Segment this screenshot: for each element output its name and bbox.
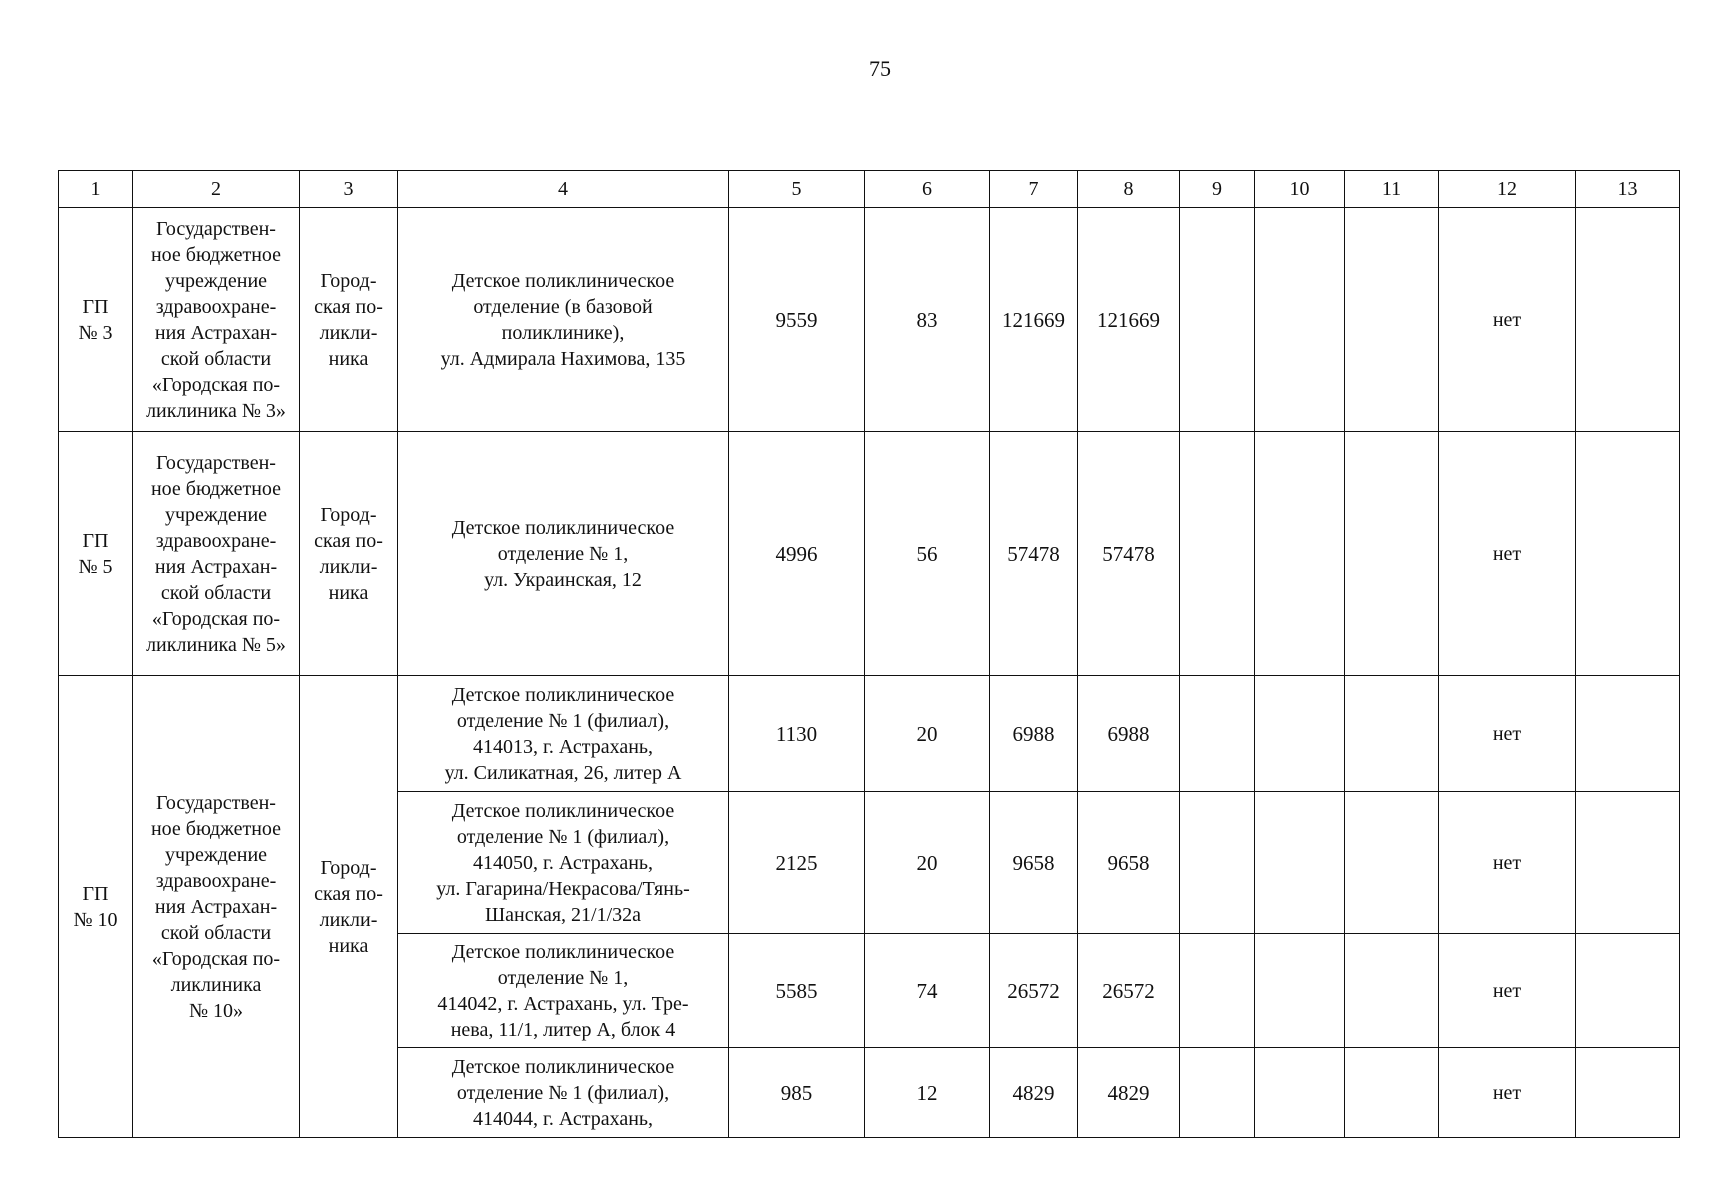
cell-col10 <box>1255 934 1345 1048</box>
cell-col5: 2125 <box>729 792 865 934</box>
cell-col12: нет <box>1439 934 1576 1048</box>
cell-col12: нет <box>1439 432 1576 676</box>
column-header: 9 <box>1180 171 1255 208</box>
data-table <box>58 170 1680 1138</box>
cell-col5: 4996 <box>729 432 865 676</box>
cell-col9 <box>1180 792 1255 934</box>
column-header: 2 <box>133 171 300 208</box>
cell-col5: 5585 <box>729 934 865 1048</box>
cell-col6: 20 <box>865 792 990 934</box>
cell-col11 <box>1345 792 1439 934</box>
unit-address: Детское поликлиническое отделение № 1, ул. Украинская, 12 <box>398 432 729 676</box>
institution-name: Государствен- ное бюджетное учреждение здравоохране- ния Астрахан- ской области «Городская по- ликлиника № 5» <box>133 432 300 676</box>
cell-col8: 121669 <box>1078 208 1180 432</box>
institution-type: Город- ская по- ликли- ника <box>300 432 398 676</box>
column-header: 11 <box>1345 171 1439 208</box>
cell-col12: нет <box>1439 208 1576 432</box>
cell-col9 <box>1180 676 1255 792</box>
column-header: 7 <box>990 171 1078 208</box>
cell-col13 <box>1576 676 1680 792</box>
column-header: 8 <box>1078 171 1180 208</box>
cell-col8: 26572 <box>1078 934 1180 1048</box>
cell-col10 <box>1255 676 1345 792</box>
cell-col11 <box>1345 676 1439 792</box>
cell-col13 <box>1576 432 1680 676</box>
cell-col9 <box>1180 934 1255 1048</box>
cell-col11 <box>1345 1048 1439 1138</box>
cell-col5: 985 <box>729 1048 865 1138</box>
cell-col11 <box>1345 432 1439 676</box>
cell-col6: 12 <box>865 1048 990 1138</box>
table-row <box>59 208 1680 432</box>
cell-col7: 4829 <box>990 1048 1078 1138</box>
cell-col6: 74 <box>865 934 990 1048</box>
cell-col9 <box>1180 1048 1255 1138</box>
header-row <box>59 171 1680 208</box>
cell-col12: нет <box>1439 1048 1576 1138</box>
cell-col13 <box>1576 208 1680 432</box>
cell-col10 <box>1255 432 1345 676</box>
institution-name: Государствен- ное бюджетное учреждение здравоохране- ния Астрахан- ской области «Городская по- ликлиника № 10» <box>133 676 300 1138</box>
cell-col9 <box>1180 432 1255 676</box>
unit-address: Детское поликлиническое отделение (в базовой поликлинике), ул. Адмирала Нахимова, 135 <box>398 208 729 432</box>
page-number: 75 <box>869 56 891 81</box>
cell-col12: нет <box>1439 792 1576 934</box>
column-header: 12 <box>1439 171 1576 208</box>
clinic-code: ГП № 5 <box>59 432 133 676</box>
cell-col5: 9559 <box>729 208 865 432</box>
cell-col10 <box>1255 208 1345 432</box>
cell-col10 <box>1255 792 1345 934</box>
cell-col8: 57478 <box>1078 432 1180 676</box>
column-header: 13 <box>1576 171 1680 208</box>
cell-col5: 1130 <box>729 676 865 792</box>
cell-col7: 57478 <box>990 432 1078 676</box>
institution-type: Город- ская по- ликли- ника <box>300 208 398 432</box>
cell-col11 <box>1345 934 1439 1048</box>
cell-col13 <box>1576 934 1680 1048</box>
cell-col13 <box>1576 792 1680 934</box>
column-header: 3 <box>300 171 398 208</box>
cell-col8: 6988 <box>1078 676 1180 792</box>
unit-address: Детское поликлиническое отделение № 1 (филиал), 414013, г. Астрахань, ул. Силикатная, 26, литер А <box>398 676 729 792</box>
unit-address: Детское поликлиническое отделение № 1 (филиал), 414050, г. Астрахань, ул. Гагарина/Некрасова/Тянь- Шанская, 21/1/32а <box>398 792 729 934</box>
unit-address: Детское поликлиническое отделение № 1, 414042, г. Астрахань, ул. Тре- нева, 11/1, литер А, блок 4 <box>398 934 729 1048</box>
column-header: 10 <box>1255 171 1345 208</box>
cell-col7: 121669 <box>990 208 1078 432</box>
cell-col6: 83 <box>865 208 990 432</box>
cell-col8: 4829 <box>1078 1048 1180 1138</box>
clinic-code: ГП № 3 <box>59 208 133 432</box>
cell-col11 <box>1345 208 1439 432</box>
institution-name: Государствен- ное бюджетное учреждение здравоохране- ния Астрахан- ской области «Городская по- ликлиника № 3» <box>133 208 300 432</box>
cell-col6: 20 <box>865 676 990 792</box>
cell-col8: 9658 <box>1078 792 1180 934</box>
clinic-code: ГП № 10 <box>59 676 133 1138</box>
cell-col9 <box>1180 208 1255 432</box>
cell-col7: 26572 <box>990 934 1078 1048</box>
column-header: 1 <box>59 171 133 208</box>
table-row <box>59 432 1680 676</box>
cell-col13 <box>1576 1048 1680 1138</box>
unit-address: Детское поликлиническое отделение № 1 (филиал), 414044, г. Астрахань, <box>398 1048 729 1138</box>
column-header: 6 <box>865 171 990 208</box>
cell-col7: 9658 <box>990 792 1078 934</box>
institution-type: Город- ская по- ликли- ника <box>300 676 398 1138</box>
cell-col12: нет <box>1439 676 1576 792</box>
cell-col7: 6988 <box>990 676 1078 792</box>
column-header: 4 <box>398 171 729 208</box>
cell-col6: 56 <box>865 432 990 676</box>
column-header: 5 <box>729 171 865 208</box>
cell-col10 <box>1255 1048 1345 1138</box>
table-row <box>59 676 1680 792</box>
